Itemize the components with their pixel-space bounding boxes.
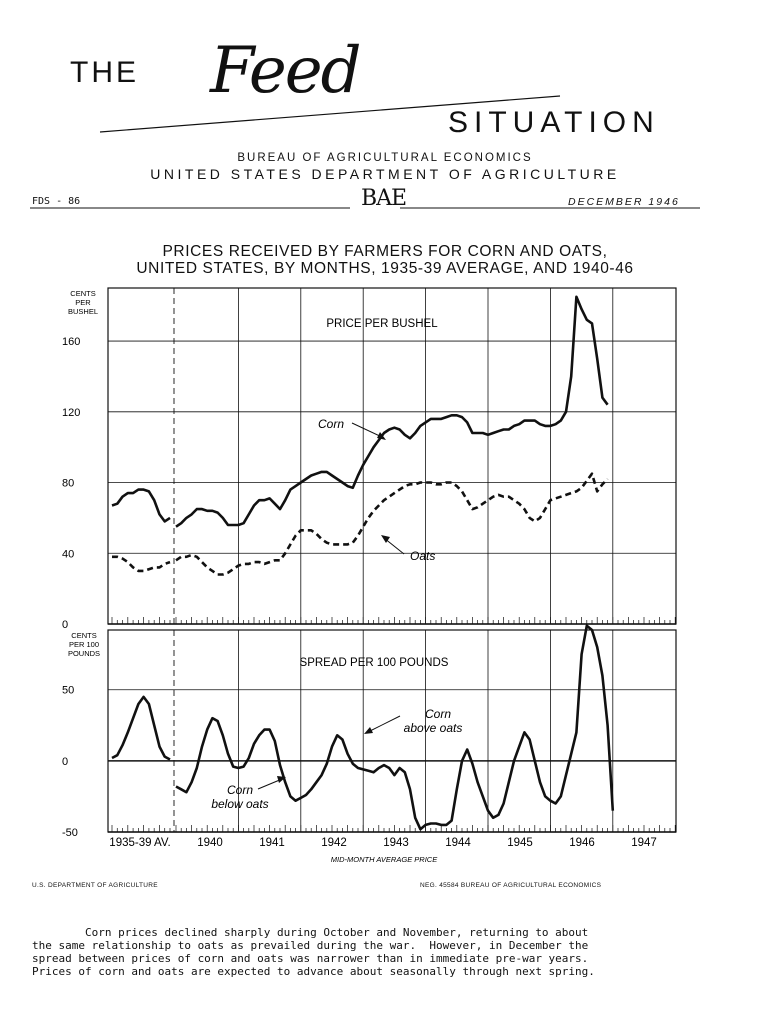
x-tick-label: 1945 [507,837,533,849]
x-axis-label: MID-MONTH AVERAGE PRICE [330,855,438,864]
y-tick-label: 0 [62,619,69,631]
y-tick-label: 0 [62,755,69,768]
x-tick-label: 1943 [383,837,409,849]
corn-above-annotation-line1: Corn [424,707,452,721]
corn-annotation: Corn [318,417,345,431]
commentary-line-1: Corn prices declined sharply during October and November, returning to about [32,926,589,939]
lower-unit-1: CENTS [71,631,97,640]
corn-above-annotation-line2: above oats [403,721,463,735]
commentary-paragraph [32,926,712,978]
x-tick-label: 1947 [631,837,657,849]
y-tick-label: 120 [62,406,81,419]
lower-panel-title: SPREAD PER 100 POUNDS [299,657,449,669]
y-tick-label: 160 [62,336,81,349]
baseline-spread-line [112,697,170,760]
oats-annotation: Oats [410,549,436,563]
y-tick-label: 80 [62,477,75,490]
x-tick-label: 1946 [569,837,595,849]
upper-unit-2: PER [75,298,91,307]
x-tick-label: 1941 [259,837,285,849]
lower-unit-3: POUNDS [67,649,101,658]
figure-footer-right: NEG. 45584 BUREAU OF AGRICULTURAL ECONOMICS [420,882,602,889]
upper-panel-title: PRICE PER BUSHEL [326,318,438,330]
commentary-line-2: the same relationship to oats as prevailed during the war. However, in December the [32,939,589,952]
panel-frame-0 [108,288,676,624]
figure-title-line2: UNITED STATES, BY MONTHS, 1935-39 AVERAGE, AND 1940-46 [136,260,634,277]
corn-above-arrow [368,716,400,732]
commentary-line-3: spread between prices of corn and oats was narrower than in immediate pre-war years. [32,952,589,965]
x-tick-label: 1944 [445,837,471,849]
upper-unit-3: BUSHEL [67,307,99,316]
figure-title-line1: PRICES RECEIVED BY FARMERS FOR CORN AND OATS, [162,243,608,260]
x-tick-label: 1942 [321,837,347,849]
masthead-the: THE [70,56,139,89]
upper-unit-1: CENTS [70,289,96,298]
issue-date: DECEMBER 1946 [568,196,680,208]
department-name: UNITED STATES DEPARTMENT OF AGRICULTURE [150,166,620,182]
y-tick-label: 40 [62,548,75,561]
lower-unit-2: PER 100 [68,640,100,649]
corn-below-annotation-line1: Corn [226,783,254,797]
masthead-feed-logo: Feed [210,34,360,108]
figure-footer-left: U.S. DEPARTMENT OF AGRICULTURE [32,882,158,889]
issue-code: FDS - 86 [32,196,81,207]
masthead-situation: SITUATION [448,106,660,139]
y-tick-label: -50 [62,827,78,839]
corn-below-annotation-line2: below oats [211,797,269,811]
x-tick-label: 1940 [197,837,223,849]
baseline-corn-line [112,490,170,522]
bae-emblem: BAE [361,186,407,211]
baseline-oats-line [112,557,170,571]
y-tick-label: 50 [62,684,75,697]
bureau-name: BUREAU OF AGRICULTURAL ECONOMICS [237,152,533,164]
x-tick-label: 1935-39 AV. [109,837,171,849]
commentary-line-4: Prices of corn and oats are expected to advance about seasonally through next spring. [32,965,595,978]
corn-above-arrow-head [364,727,373,734]
